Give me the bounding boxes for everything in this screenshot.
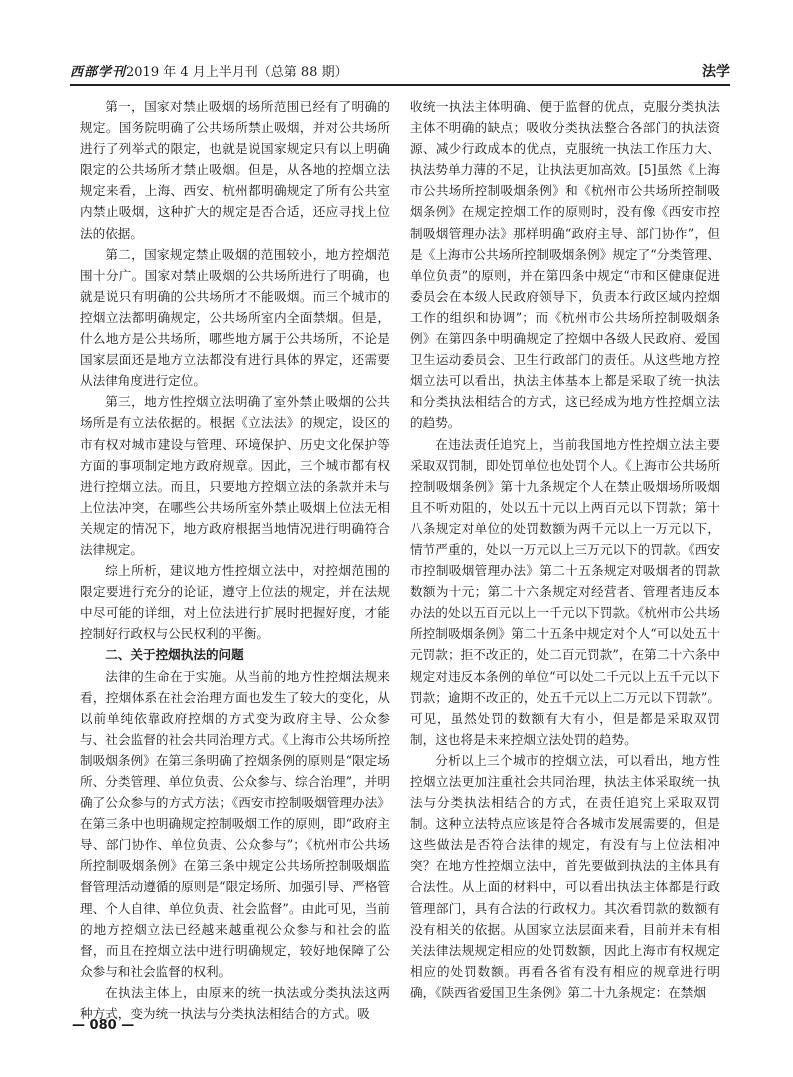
paragraph: 在执法主体上，由原来的统一执法或分类执法这两种方式，变为统一执法与分类执法相结合的方式。吸: [80, 984, 390, 1022]
issue-info: 2019 年 4 月上半月刊（总第 88 期）: [126, 65, 348, 80]
journal-logo: 西部学刊: [70, 65, 127, 80]
paragraph-continued: 收统一执法主体明确、便于监督的优点，克服分类执法主体不明确的缺点；吸收分类执法整合各部门的执法资源、减少行政成本的优点，克服统一执法工作压力大、执法势单力薄的不足，让执法更加高效。[5]虽然《上海市公共场所控制吸烟条例》和《杭州市公共场所控制吸烟条例》在规定控烟工作的原则时，没有像《西安市控制吸烟管理办法》那样明确“政府主导、部门协作”，但是《上海市公共场所控制吸烟条例》规定了“分类管理、单位负责”的原则，并在第四条中规定“市和区健康促进委员会在本级人民政府领导下，负责本行政区域内控烟工作的组织和协调”；而《杭州市公共场所控制吸烟条例》在第四条中明确规定了控烟中各级人民政府、爱国卫生运动委员会、卫生行政部门的责任。从这些地方控烟立法可以看出，执法主体基本上都是采取了统一执法和分类执法相结合的方式，这已经成为地方性控烟立法的趋势。: [410, 99, 720, 431]
right-column: [410, 96, 720, 1003]
paragraph: 第一，国家对禁止吸烟的场所范围已经有了明确的规定。国务院明确了公共场所禁止吸烟，并对公共场所进行了列举式的限定，也就是说国家规定只有以上明确限定的公共场所才禁止吸烟。但是，从各地的控烟立法规定来看，上海、西安、杭州都明确规定了所有公共室内禁止吸烟，这种扩大的规定是否合适，还应寻找上位法的依据。: [80, 99, 390, 241]
header-divider: [70, 84, 730, 86]
page-number: — 080 —: [72, 1018, 135, 1033]
paragraph: 法律的生命在于实施。从当前的地方性控烟法规来看，控烟体系在社会治理方面也发生了较大的变化，从以前单纯依靠政府控烟的方式变为政府主导、公众参与、社会监督的社会共同治理方式。《上海市公共场所控制吸烟条例》在第三条明确了控烟条例的原则是“限定场所、分类管理、单位负责、公众参与、综合治理”，并明确了公众参与的方式方法；《西安市控制吸烟管理办法》在第三条中也明确规定控制吸烟工作的原则，即“政府主导、部门协作、单位负责、公众参与”；《杭州市公共场所控制吸烟条例》在第三条中规定公共场所控制吸烟监督管理活动遵循的原则是“限定场所、加强引导、严格管理、个人自律、单位负责、社会监督”。由此可见，当前的地方控烟立法已经越来越重视公众参与和社会的监督，而且在控烟立法中进行明确规定，较好地保障了公众参与和社会监督的权利。: [80, 668, 390, 979]
section-label: 法学: [702, 64, 730, 80]
paragraph: 第二，国家规定禁止吸烟的范围较小，地方控烟范围十分广。国家对禁止吸烟的公共场所进行了明确，也就是说只有明确的公共场所才不能吸烟。而三个城市的控烟立法都明确规定，公共场所室内全面禁烟。但是，什么地方是公共场所，哪些地方属于公共场所，不论是国家层面还是地方立法都没有进行具体的界定，还需要从法律角度进行定位。: [80, 246, 390, 389]
page-header: [70, 62, 730, 84]
left-column: [80, 96, 390, 1024]
paragraph: 综上所析，建议地方性控烟立法中，对控烟范围的限定要进行充分的论证，遵守上位法的规定，并在法规中尽可能的详细，对上位法进行扩展时把握好度，才能控制好行政权与公民权利的平衡。: [80, 563, 390, 642]
paragraph: 第三，地方性控烟立法明确了室外禁止吸烟的公共场所是有立法依据的。根据《立法法》的规定，设区的市有权对城市建设与管理、环境保护、历史文化保护等方面的事项制定地方政府规章。因此，三个城市都有权进行控烟立法。而且，只要地方控烟立法的条款并未与上位法冲突，在哪些公共场所室外禁止吸烟上位法无相关规定的情况下，地方政府根据当地情况进行明确符合法律规定。: [80, 394, 390, 557]
paragraph: 分析以上三个城市的控烟立法，可以看出，地方性控烟立法更加注重社会共同治理，执法主体采取统一执法与分类执法相结合的方式，在责任追究上采取双罚制。这种立法特点应该是符合各城市发展需要的，但是这些做法是否符合法律的规定，有没有与上位法相冲突？在地方性控烟立法中，首先要做到执法的主体具有合法性。从上面的材料中，可以看出执法主体都是行政管理部门，具有合法的行政权力。其次看罚款的数额有没有相关的依据。从国家立法层面来看，目前并未有相关法律法规规定相应的处罚数额，因此上海市有权规定相应的处罚数额。再看各省有没有相应的规章进行明确，《陕西省爱国卫生条例》第二十九条规定：在禁烟: [410, 752, 720, 1000]
header-journal-info: [70, 64, 348, 82]
section-heading: 二、关于控烟执法的问题: [105, 647, 244, 663]
paragraph: 在违法责任追究上，当前我国地方性控烟立法主要采取双罚制，即处罚单位也处罚个人。《上海市公共场所控制吸烟条例》第十九条规定个人在禁止吸烟场所吸烟且不听劝阻的，处以五十元以上两百元以下罚款；第十八条规定对单位的处罚数额为两千元以上一万元以下，情节严重的，处以一万元以上三万元以下的罚款。《西安市控制吸烟管理办法》第二十五条规定对吸烟者的罚款数额为十元；第二十六条规定对经营者、管理者违反本办法的处以五百元以上一千元以下罚款。《杭州市公共场所控制吸烟条例》第二十五条中规定对个人“可以处五十元罚款；拒不改正的，处二百元罚款”，在第二十六条中规定对违反本条例的单位“可以处二千元以上五千元以下罚款；逾期不改正的，处五千元以上二万元以下罚款”。可见，虽然处罚的数额有大有小，但是都是采取双罚制，这也将是未来控烟立法处罚的趋势。: [410, 436, 720, 747]
